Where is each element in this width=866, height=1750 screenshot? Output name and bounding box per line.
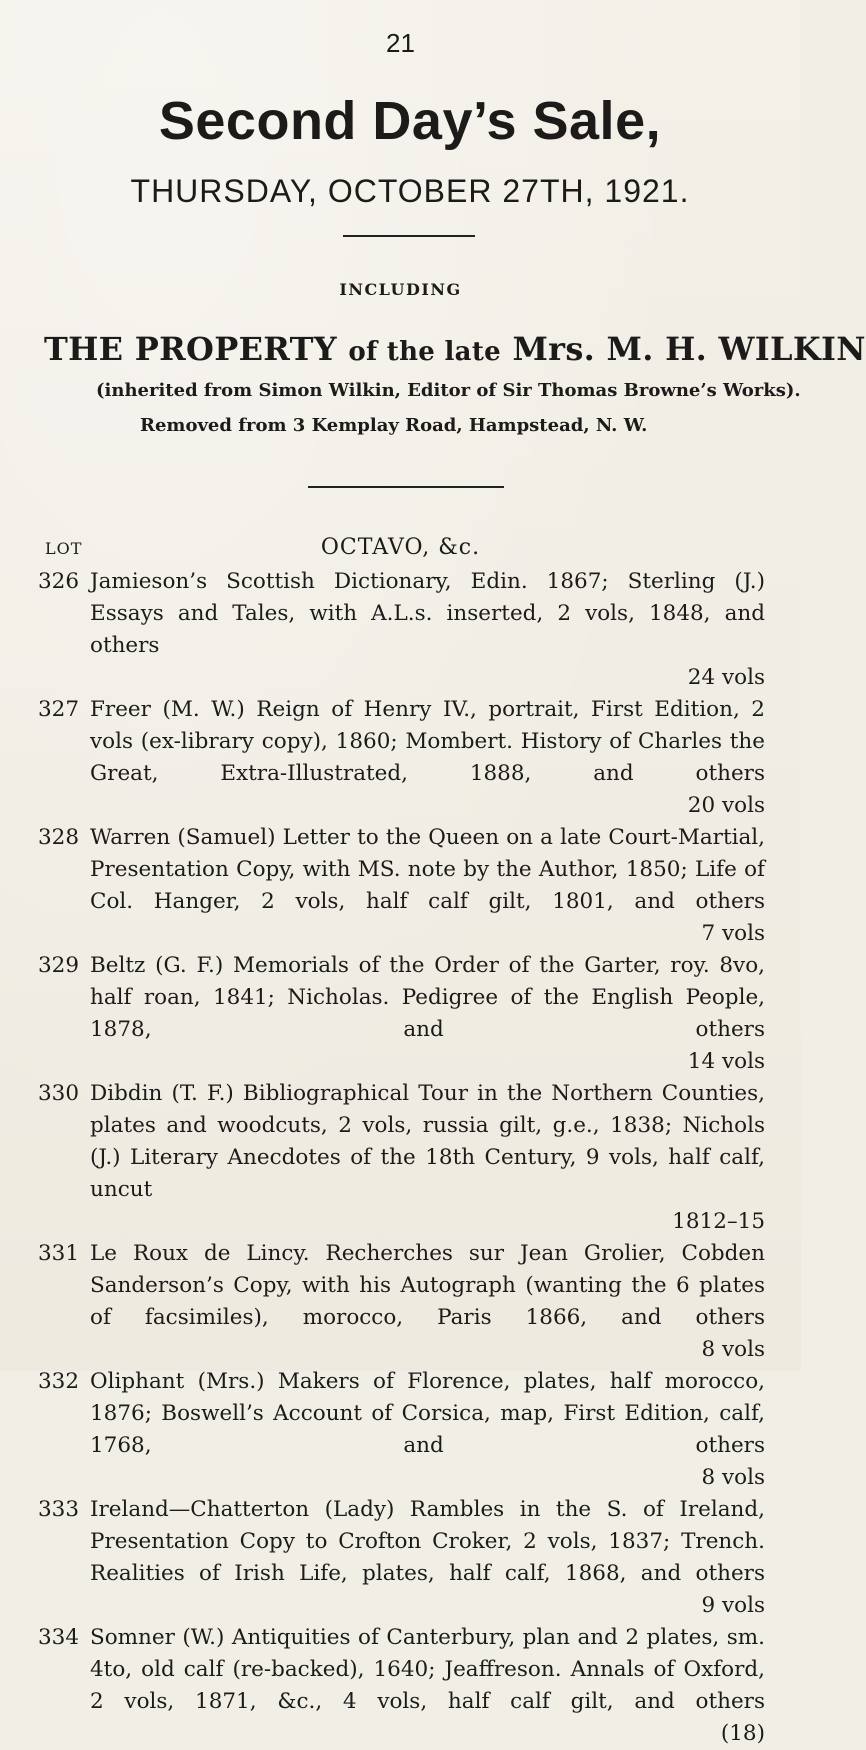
lot-volumes: 24 vols bbox=[687, 665, 765, 690]
lot-number: 331 bbox=[38, 1241, 80, 1266]
lot-number: 329 bbox=[38, 953, 80, 978]
lot-number: 333 bbox=[38, 1497, 80, 1522]
lot-description: Ireland—Chatterton (Lady) Rambles in the S. of Ireland, Presentation Copy to Crofton Croker, 2 vols, 1837; Trench. Realities of Irish Life, plates, half calf, 1868, and others bbox=[90, 1497, 765, 1586]
removed-note: Removed from 3 Kemplay Road, Hampstead, N. W. bbox=[140, 415, 648, 436]
lot-number: 328 bbox=[38, 825, 80, 850]
property-owner: Mrs. M. H. WILKIN bbox=[512, 330, 866, 368]
lot-number: 334 bbox=[38, 1625, 80, 1650]
lot-entry bbox=[0, 1622, 801, 1750]
format-heading: OCTAVO, &c. bbox=[320, 535, 481, 560]
property-of-the: of the late bbox=[348, 337, 501, 367]
lot-column-label: LOT bbox=[45, 539, 83, 558]
lot-volumes: 9 vols bbox=[701, 1593, 765, 1618]
lot-description: Oliphant (Mrs.) Makers of Florence, plates, half morocco, 1876; Boswell’s Account of Corsica, map, First Edition, calf, 1768, and others bbox=[90, 1369, 765, 1458]
lot-description: Jamieson’s Scottish Dictionary, Edin. 1867; Sterling (J.) Essays and Tales, with A.L.s. inserted, 2 vols, 1848, and others bbox=[90, 569, 765, 658]
lot-volumes: 20 vols bbox=[687, 793, 765, 818]
page-number: 21 bbox=[386, 28, 415, 58]
including-label: INCLUDING bbox=[339, 280, 462, 299]
lot-number: 327 bbox=[38, 697, 80, 722]
lot-description: Somner (W.) Antiquities of Canterbury, plan and 2 plates, sm. 4to, old calf (re-backed), 1640; Jeaffreson. Annals of Oxford, 2 vols, 1871, &c., 4 vols, half calf gilt, and others bbox=[90, 1625, 765, 1714]
lot-number: 330 bbox=[38, 1081, 80, 1106]
lot-number: 326 bbox=[38, 569, 80, 594]
lot-number: 332 bbox=[38, 1369, 80, 1394]
lot-description: Dibdin (T. F.) Bibliographical Tour in the Northern Counties, plates and woodcuts, 2 vols, russia gilt, g.e., 1838; Nichols (J.) Literary Anecdotes of the 18th Century, 9 vols, half calf, uncut bbox=[90, 1081, 765, 1202]
divider-rule bbox=[343, 235, 475, 237]
lot-volumes: 7 vols bbox=[701, 921, 765, 946]
lot-description: Le Roux de Lincy. Recherches sur Jean Grolier, Cobden Sanderson’s Copy, with his Autograph (wanting the 6 plates of facsimiles), morocco, Paris 1866, and others bbox=[90, 1241, 765, 1330]
lot-description: Warren (Samuel) Letter to the Queen on a late Court-Martial, Presentation Copy, with MS. note by the Author, 1850; Life of Col. Hanger, 2 vols, half calf gilt, 1801, and others bbox=[90, 825, 765, 914]
sale-title: Second Day’s Sale, bbox=[158, 91, 662, 151]
inherited-note: (inherited from Simon Wilkin, Editor of Sir Thomas Browne’s Works). bbox=[96, 380, 801, 401]
sale-date: THURSDAY, OCTOBER 27TH, 1921. bbox=[130, 173, 690, 209]
divider-rule bbox=[308, 486, 504, 488]
lot-description: Beltz (G. F.) Memorials of the Order of the Garter, roy. 8vo, half roan, 1841; Nicholas. Pedigree of the English People, 1878, and others bbox=[90, 953, 765, 1042]
lot-entry bbox=[0, 1494, 801, 1622]
lot-entry bbox=[0, 822, 801, 950]
lot-description: Freer (M. W.) Reign of Henry IV., portrait, First Edition, 2 vols (ex-library copy), 1860; Mombert. History of Charles the Great, Extra-Illustrated, 1888, and others bbox=[90, 697, 765, 786]
lot-entry bbox=[0, 1078, 801, 1238]
lot-entry bbox=[0, 694, 801, 822]
lot-entry bbox=[0, 1238, 801, 1366]
lot-volumes: 1812–15 bbox=[672, 1209, 765, 1234]
lot-volumes: 14 vols bbox=[687, 1049, 765, 1074]
property-heading bbox=[44, 330, 866, 368]
lot-volumes: 8 vols bbox=[701, 1337, 765, 1362]
lot-list bbox=[0, 566, 801, 1750]
property-prefix: THE PROPERTY bbox=[44, 330, 337, 368]
lot-entry bbox=[0, 566, 801, 694]
section-header bbox=[0, 535, 801, 565]
lot-entry bbox=[0, 1366, 801, 1494]
lot-volumes: 8 vols bbox=[701, 1465, 765, 1490]
lot-volumes: (18) bbox=[720, 1721, 765, 1746]
lot-entry bbox=[0, 950, 801, 1078]
